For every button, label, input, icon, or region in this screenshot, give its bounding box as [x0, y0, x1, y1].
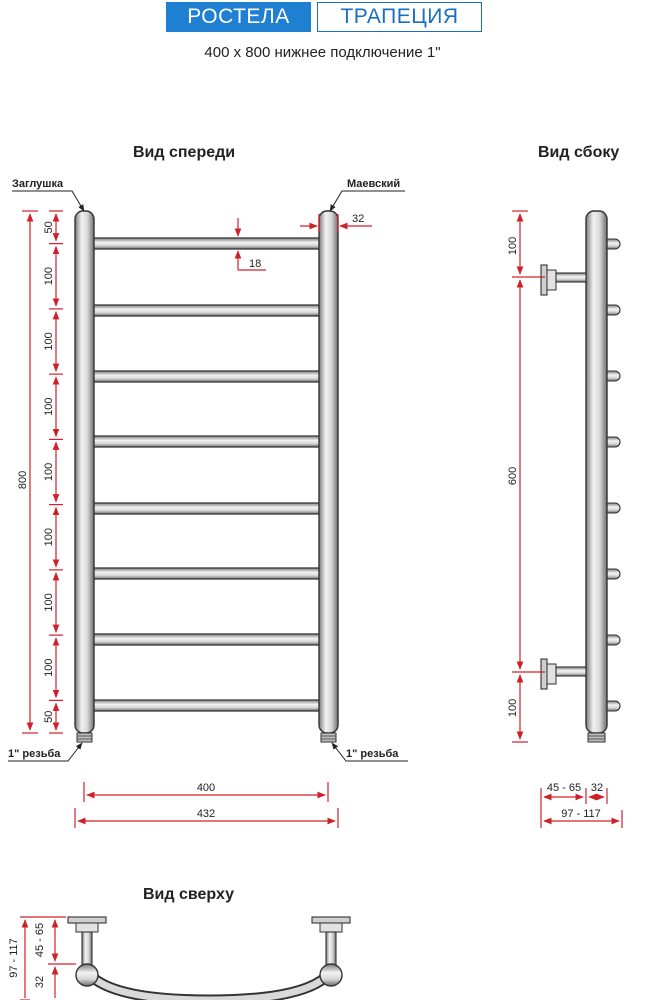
side-bracket-top — [541, 265, 586, 295]
left-tube — [75, 211, 94, 733]
segment-label: 100 — [43, 267, 55, 286]
segment-label: 100 — [43, 658, 55, 677]
segment-label: 50 — [43, 710, 55, 723]
top-view-title: Вид сверху — [143, 886, 234, 903]
thread-right — [321, 733, 336, 742]
segment-label: 100 — [43, 332, 55, 351]
rung — [88, 634, 324, 645]
top-plate-right — [312, 917, 350, 923]
side-view-title: Вид сбоку — [538, 144, 620, 161]
dim-tube-diameter-value: 32 — [352, 213, 365, 225]
dim-center-width-value: 400 — [196, 782, 216, 794]
top-plate-left — [68, 917, 106, 923]
dim-side-top-offset: 100 — [507, 236, 519, 256]
rung — [88, 503, 324, 514]
side-bracket-bottom — [541, 659, 586, 689]
dim-overall-height-value: 800 — [17, 470, 29, 490]
segment-label: 100 — [43, 462, 55, 482]
front-view-title: Вид спереди — [133, 144, 236, 161]
rungs — [88, 238, 324, 711]
rung — [88, 371, 324, 382]
rung — [88, 700, 324, 711]
plug-label: Заглушка — [12, 178, 64, 190]
side-tube — [586, 211, 607, 733]
dim-side-total-depth: 97 - 117 — [561, 808, 601, 820]
brand-name: РОСТЕЛА — [166, 2, 311, 32]
mayevsky-label: Маевский — [347, 178, 401, 190]
dim-top-tube: 32 — [34, 975, 46, 989]
top-view — [8, 917, 350, 1000]
front-view — [8, 178, 408, 828]
side-thread — [588, 733, 605, 742]
segment-label: 50 — [43, 221, 55, 234]
thread-right-label: 1" резьба — [346, 748, 399, 760]
dim-side-mount-spacing: 600 — [507, 466, 519, 486]
segment-label: 100 — [43, 397, 55, 416]
rung — [88, 568, 324, 579]
dim-top-total-depth: 97 - 117 — [8, 938, 20, 978]
dim-segment-chain — [43, 211, 63, 733]
rung — [88, 238, 324, 249]
top-tube-right — [320, 964, 342, 986]
dim-side-tube: 32 — [590, 782, 604, 794]
model-name: ТРАПЕЦИЯ — [317, 2, 482, 32]
product-subtitle: 400 x 800 нижнее подключение 1" — [204, 44, 441, 61]
thread-left — [77, 733, 92, 742]
segment-label: 100 — [43, 593, 55, 612]
thread-left-label: 1" резьба — [8, 748, 61, 760]
side-view — [507, 211, 622, 828]
segment-label: 100 — [43, 528, 55, 547]
top-tube-left — [76, 964, 98, 986]
dim-overall-width-value: 432 — [196, 808, 216, 820]
rung — [88, 305, 324, 316]
dim-side-wall-gap: 45 - 65 — [546, 782, 582, 794]
dim-top-vertical — [20, 917, 76, 1000]
rung — [88, 436, 324, 447]
dim-rung-diameter-value: 18 — [249, 258, 262, 270]
dim-top-wall-gap: 45 - 65 — [34, 922, 46, 958]
top-rung-curve — [90, 975, 328, 1000]
dim-side-bottom-offset: 100 — [507, 698, 519, 718]
right-tube — [319, 211, 338, 733]
